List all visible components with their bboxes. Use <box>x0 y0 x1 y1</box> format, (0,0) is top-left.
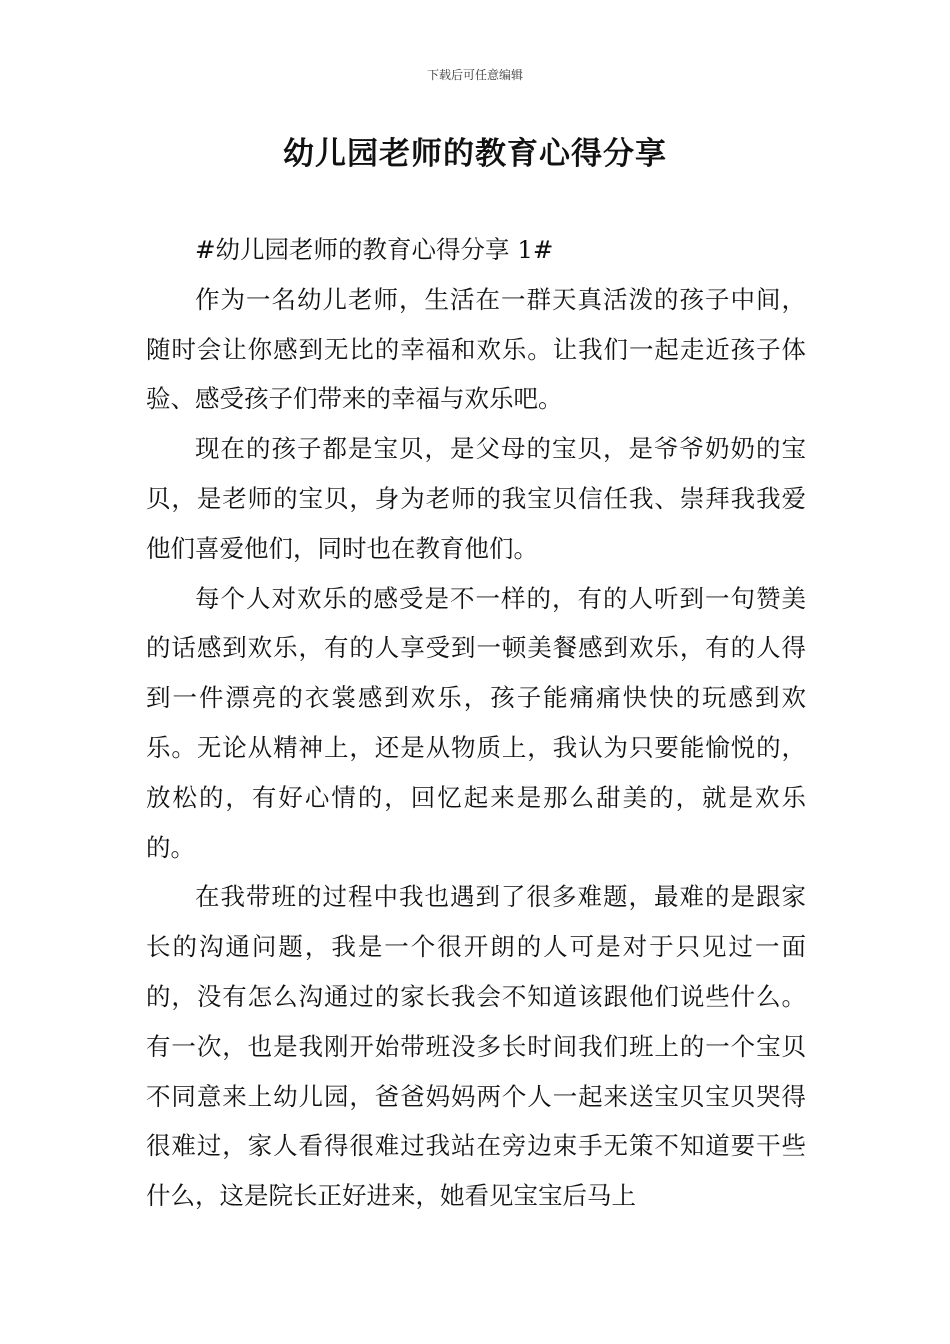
paragraph: 在我带班的过程中我也遇到了很多难题，最难的是跟家长的沟通问题，我是一个很开朗的人可是对于只见过一面的，没有怎么沟通过的家长我会不知道该跟他们说些什么。有一次，也是我刚开始带班没多长时间我们班上的一个宝贝不同意来上幼儿园，爸爸妈妈两个人一起来送宝贝宝贝哭得很难过，家人看得很难过我站在旁边束手无策不知道要干些什么，这是院长正好进来，她看见宝宝后马上 <box>146 882 806 1211</box>
section-heading: #幼儿园老师的教育心得分享 1# <box>195 235 554 264</box>
document-title: 幼儿园老师的教育心得分享 <box>283 136 667 172</box>
header-note: 下载后可任意编辑 <box>426 68 523 82</box>
document-body <box>146 225 806 1221</box>
paragraph: 现在的孩子都是宝贝，是父母的宝贝，是爷爷奶奶的宝贝，是老师的宝贝，身为老师的我宝贝信任我、崇拜我我爱他们喜爱他们，同时也在教育他们。 <box>146 434 806 563</box>
paragraph: 作为一名幼儿老师，生活在一群天真活泼的孩子中间，随时会让你感到无比的幸福和欢乐。让我们一起走近孩子体验、感受孩子们带来的幸福与欢乐吧。 <box>146 284 806 414</box>
paragraph: 每个人对欢乐的感受是不一样的，有的人听到一句赞美的话感到欢乐，有的人享受到一顿美餐感到欢乐，有的人得到一件漂亮的衣裳感到欢乐，孩子能痛痛快快的玩感到欢乐。无论从精神上，还是从物质上，我认为只要能愉悦的，放松的，有好心情的，回忆起来是那么甜美的，就是欢乐的。 <box>146 583 806 862</box>
